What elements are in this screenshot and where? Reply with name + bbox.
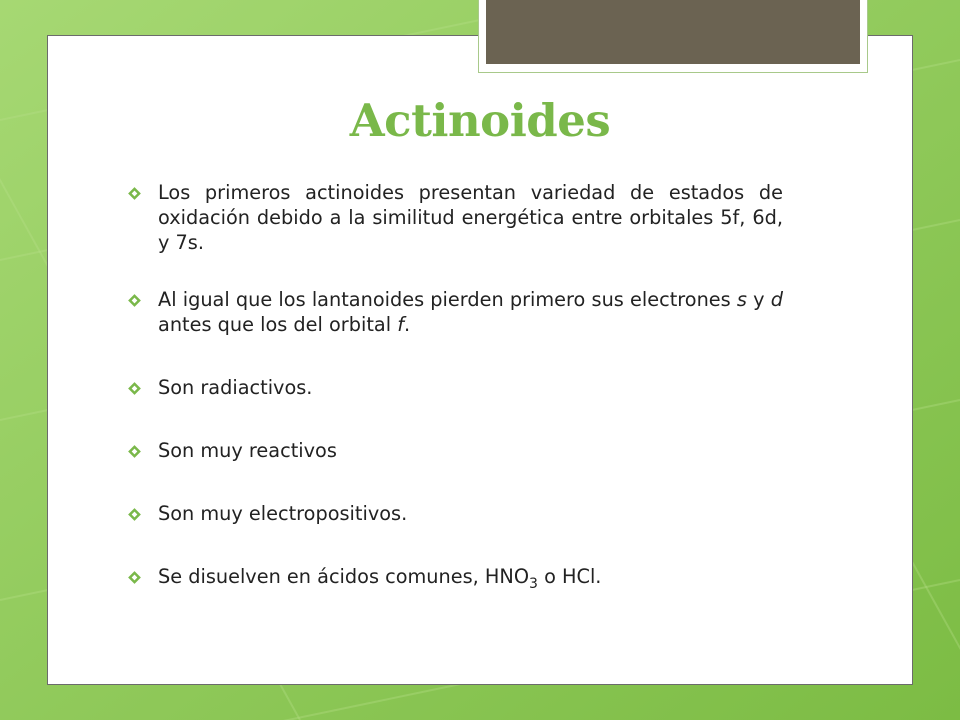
diamond-bullet-icon: [128, 187, 141, 200]
bullet-text: [158, 288, 783, 336]
text-run: o HCl.: [537, 565, 602, 588]
italic-run: f: [397, 313, 404, 336]
header-tab: [486, 0, 860, 64]
italic-run: d: [770, 288, 783, 311]
slide-title: Actinoides: [349, 94, 611, 147]
bullet-item: [128, 375, 783, 400]
diamond-bullet-icon: [128, 382, 141, 395]
text-run: .: [403, 313, 411, 336]
text-run: y: [746, 288, 771, 311]
bullet-list: [128, 180, 783, 597]
text-run: Al igual que los lantanoides pierden primero sus electrones: [158, 288, 737, 311]
bullet-item: [128, 180, 783, 255]
diamond-bullet-icon: [128, 508, 141, 521]
bullet-text: Son muy reactivos: [158, 439, 337, 462]
bullet-item: [128, 564, 783, 597]
bullet-text: [158, 565, 602, 592]
bullet-text: Los primeros actinoides presentan variedad de estados de oxidación debido a la similitud energética entre orbitales 5f, 6d, y 7s.: [158, 181, 783, 254]
italic-run: s: [736, 288, 747, 311]
text-run: antes que los del orbital: [158, 313, 398, 336]
bullet-item: [128, 438, 783, 463]
diamond-bullet-icon: [128, 571, 141, 584]
diamond-bullet-icon: [128, 445, 141, 458]
text-run: Se disuelven en ácidos comunes, HNO: [158, 565, 530, 588]
bullet-item: [128, 501, 783, 526]
bullet-text: Son radiactivos.: [158, 376, 313, 399]
bullet-item: [128, 287, 783, 337]
bullet-text: Son muy electropositivos.: [158, 502, 408, 525]
subscript: 3: [529, 575, 538, 592]
diamond-bullet-icon: [128, 294, 141, 307]
